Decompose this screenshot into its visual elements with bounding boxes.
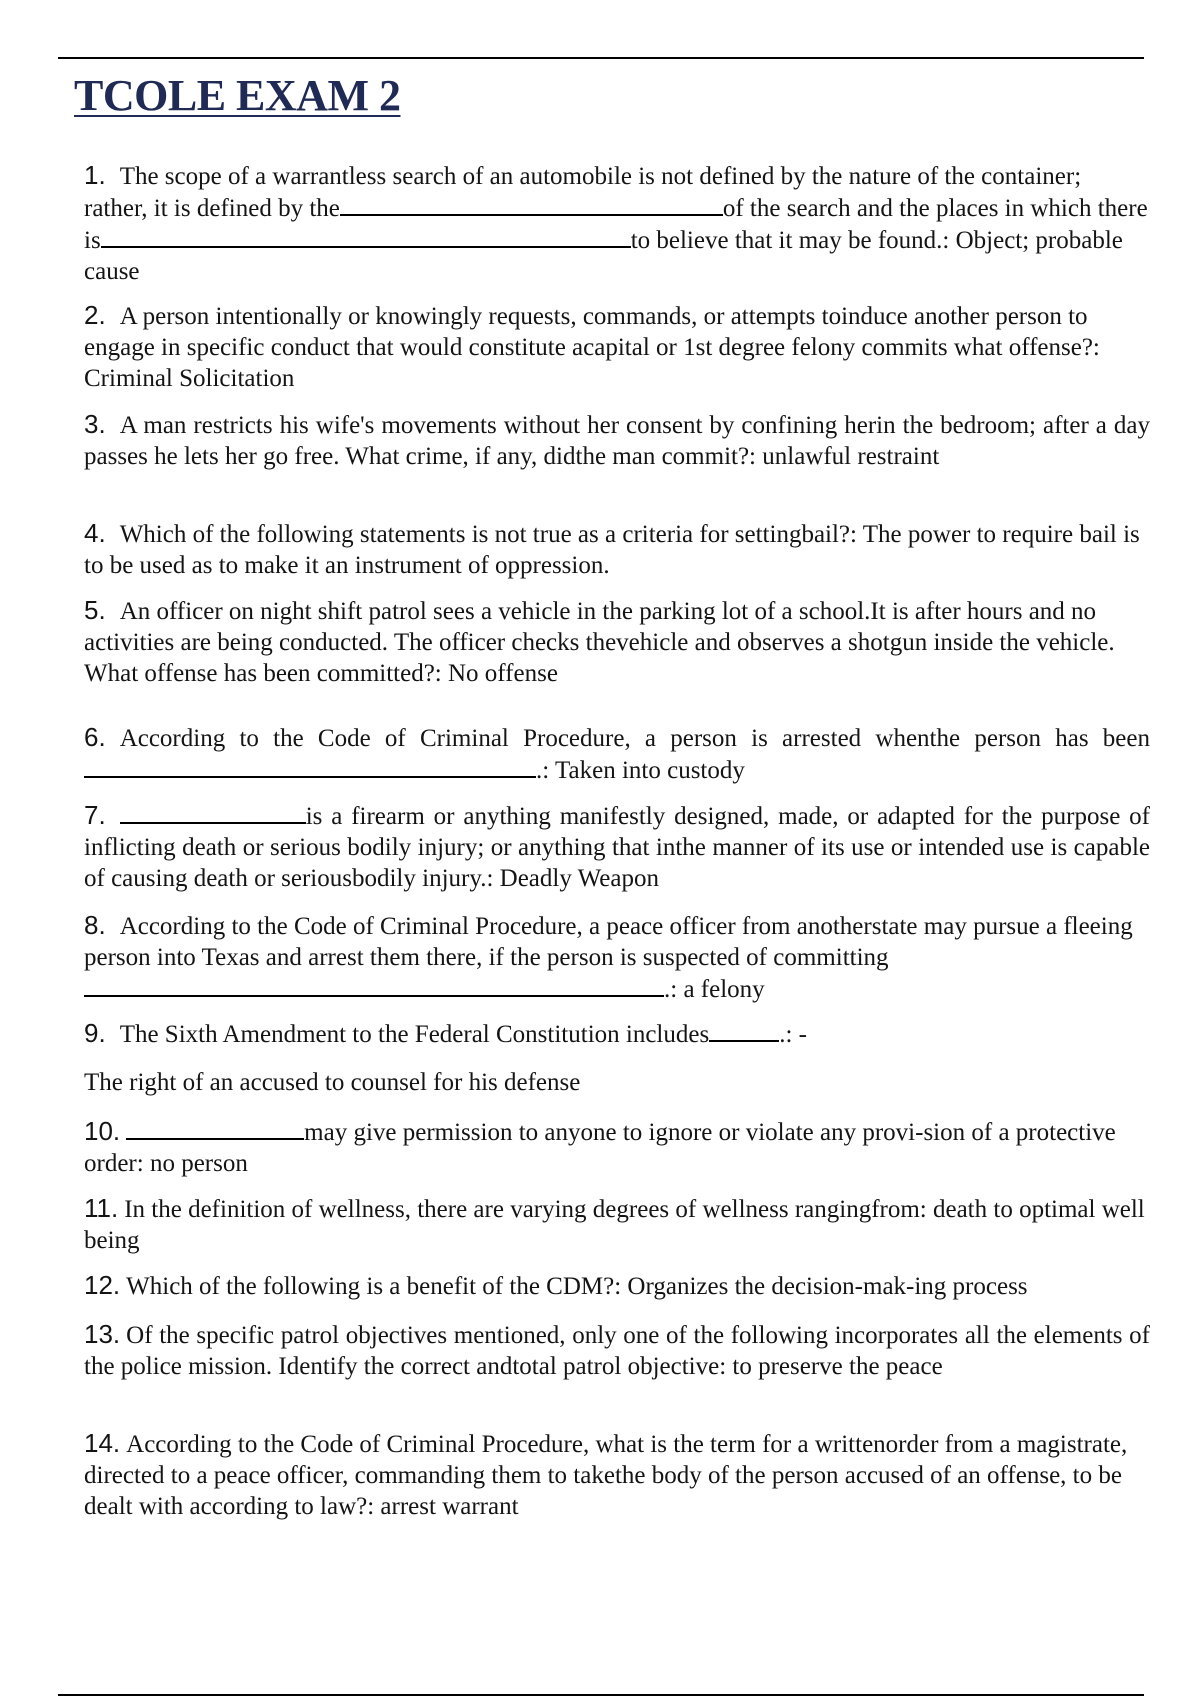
question-text: The scope of a warrantless search of an automobile is not defined by the nature of the container; rather, it is defined by the <box>84 163 1082 222</box>
question-text: According to the Code of Criminal Procedure, what is the term for a writtenorder from a magistrate, directed to a peace officer, commanding them to takethe body of the person accused of an offense, to be dealt with according to law?: arrest warrant <box>84 1431 1128 1520</box>
question-number: 12. <box>84 1270 121 1300</box>
question-number: 11. <box>84 1193 119 1223</box>
question-number: 7. <box>84 800 106 830</box>
question-text: .: - <box>779 1021 807 1048</box>
question-4 <box>84 518 1150 581</box>
question-13 <box>84 1319 1150 1382</box>
question-1 <box>84 160 1150 287</box>
question-number: 9. <box>84 1018 106 1048</box>
question-number: 10. <box>84 1116 121 1146</box>
answer-blank <box>709 1018 779 1042</box>
question-text: is a firearm or anything manifestly designed, made, or adapted for the purpose of inflicting death or serious bodily injury; or anything that inthe manner of its use or intended use is capable of causing death or seriousbodily injury.: Deadly Weapon <box>84 803 1150 892</box>
question-text: An officer on night shift patrol sees a vehicle in the parking lot of a school.It is after hours and no activities are being conducted. The officer checks thevehicle and observes a shotgun inside the vehicle. What offense has been committed?: No offense <box>84 598 1115 687</box>
question-number: 13. <box>84 1319 121 1349</box>
question-12 <box>84 1270 1150 1302</box>
answer-text: The right of an accused to counsel for his defense <box>84 1069 581 1096</box>
answer-blank <box>126 1116 304 1140</box>
question-text: may give permission to anyone to ignore or violate any provi-sion of a protective order: no person <box>84 1119 1116 1177</box>
question-number: 14. <box>84 1428 121 1458</box>
question-10 <box>84 1116 1150 1179</box>
question-text: .: a felony <box>664 976 765 1003</box>
answer-blank <box>120 800 306 824</box>
question-text: of the search and the places in which there is <box>84 195 1148 254</box>
question-number: 6. <box>84 722 106 752</box>
question-text: Which of the following is a benefit of the CDM?: Organizes the decision-mak-ing process <box>126 1273 1028 1300</box>
question-text: Of the specific patrol objectives mentioned, only one of the following incorporates all the elements of the police mission. Identify the correct andtotal patrol objective: to preserve the peace <box>84 1322 1150 1380</box>
question-text: Which of the following statements is not true as a criteria for settingbail?: The power to require bail is to be used as to make it an instrument of oppression. <box>84 521 1140 579</box>
question-number: 4. <box>84 518 106 548</box>
question-number: 8. <box>84 910 106 940</box>
question-text: According to the Code of Criminal Procedure, a peace officer from anotherstate may pursue a fleeing person into Texas and arrest them there, if the person is suspected of committing <box>84 913 1133 971</box>
question-text: According to the Code of Criminal Procedure, a person is arrested whenthe person has been <box>119 725 1150 752</box>
question-8 <box>84 910 1150 1005</box>
question-text: The Sixth Amendment to the Federal Constitution includes <box>119 1021 710 1048</box>
question-text: In the definition of wellness, there are varying degrees of wellness rangingfrom: death to optimal well being <box>84 1196 1145 1254</box>
question-11 <box>84 1193 1150 1256</box>
question-text: .: Taken into custody <box>536 757 745 784</box>
answer-blank <box>84 754 536 778</box>
question-text: to believe that it may be found.: Object; probable cause <box>84 227 1123 285</box>
question-text: A person intentionally or knowingly requests, commands, or attempts toinduce another person to engage in specific conduct that would constitute acapital or 1st degree felony commits what offense?: Criminal Solicitation <box>84 303 1100 392</box>
question-3 <box>84 409 1150 472</box>
document-title: TCOLE EXAM 2 <box>74 71 401 120</box>
answer-blank <box>340 192 723 216</box>
answer-blank <box>101 224 631 248</box>
question-number: 2. <box>84 300 106 330</box>
answer-blank <box>84 973 664 997</box>
question-number: 1. <box>84 160 106 190</box>
answer-line <box>84 1067 1150 1098</box>
bottom-rule <box>58 1694 1144 1696</box>
question-2 <box>84 300 1150 394</box>
question-14 <box>84 1428 1150 1522</box>
question-9 <box>84 1018 1150 1050</box>
top-rule <box>58 57 1144 59</box>
question-7 <box>84 800 1150 894</box>
question-6 <box>84 722 1150 786</box>
question-text: A man restricts his wife's movements without her consent by confining herin the bedroom; after a day passes he lets her go free. What crime, if any, didthe man commit?: unlawful restraint <box>84 412 1150 470</box>
question-number: 3. <box>84 409 106 439</box>
question-5 <box>84 595 1150 689</box>
question-number: 5. <box>84 595 106 625</box>
